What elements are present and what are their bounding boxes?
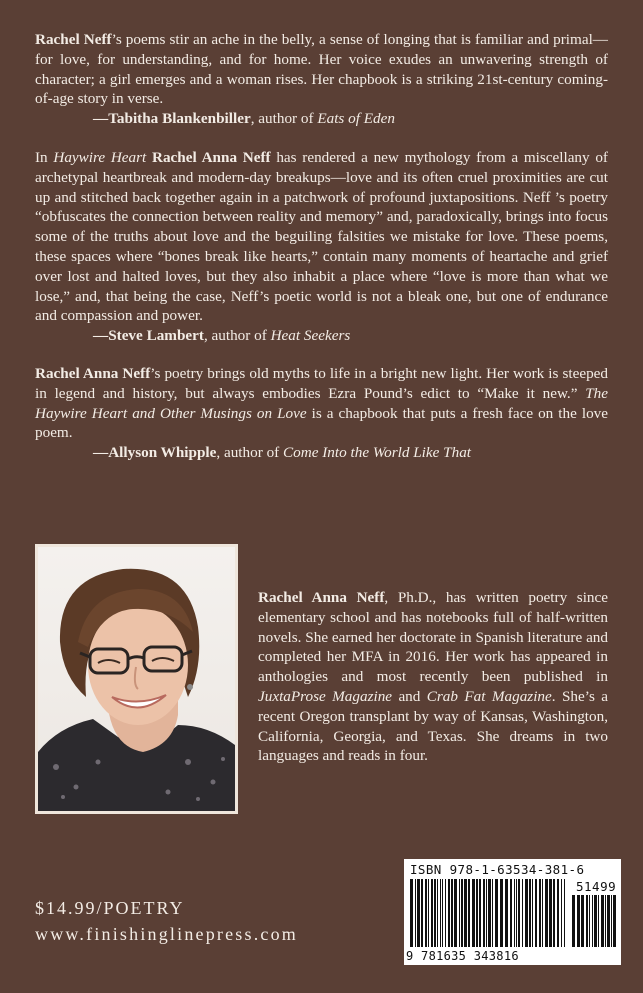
portrait-illustration bbox=[38, 547, 235, 811]
barcode-bar bbox=[542, 879, 543, 947]
text-run: is a chapbook that puts a fresh face on the love poem. bbox=[35, 404, 608, 442]
bold-text: Rachel Anna Neff bbox=[152, 149, 271, 166]
barcode-bar bbox=[607, 895, 610, 947]
barcode-bar bbox=[564, 879, 565, 947]
barcode-bar bbox=[486, 879, 487, 947]
attribution-name: —Steve Lambert bbox=[93, 327, 204, 345]
blurb-text bbox=[35, 148, 608, 326]
author-portrait bbox=[38, 547, 235, 811]
attribution-work: Eats of Eden bbox=[317, 110, 395, 128]
barcode-bar bbox=[577, 895, 580, 947]
italic-title: Crab Fat Magazine bbox=[426, 687, 552, 705]
author-bio bbox=[258, 588, 608, 766]
attribution-name: —Tabitha Blankenbiller bbox=[93, 110, 251, 128]
barcode-bar bbox=[445, 879, 446, 947]
barcode-bar bbox=[428, 879, 429, 947]
barcode-bar bbox=[594, 895, 597, 947]
price-code-bars bbox=[572, 895, 617, 949]
ean-digits: 9 781635 343816 bbox=[406, 949, 519, 963]
publisher-website: www.finishinglinepress.com bbox=[35, 924, 299, 944]
ean-barcode-bars bbox=[410, 879, 568, 949]
text-run: In bbox=[35, 149, 54, 166]
barcode-bar bbox=[557, 879, 559, 947]
text-run: and bbox=[392, 687, 427, 705]
text-run: . She’s a recent Oregon transplant by way of Kansas, Washington, California, Georgia, and Texas. She dreams in two languages and reads in four. bbox=[258, 687, 608, 765]
barcode-bar bbox=[518, 879, 520, 947]
barcode-bar bbox=[605, 895, 606, 947]
bold-text: Rachel Neff bbox=[35, 31, 112, 48]
barcode-bar bbox=[415, 879, 416, 947]
barcode-bar bbox=[464, 879, 467, 947]
italic-title: The Haywire Heart and Other Musings on Love bbox=[35, 384, 608, 422]
barcode-bar bbox=[553, 879, 555, 947]
barcode-bar bbox=[586, 895, 588, 947]
barcode-bar bbox=[454, 879, 457, 947]
barcode-bar bbox=[592, 895, 593, 947]
barcode-bar bbox=[545, 879, 548, 947]
barcode-bar bbox=[442, 879, 443, 947]
barcode-bar bbox=[459, 879, 460, 947]
barcode-bar bbox=[437, 879, 438, 947]
barcode-bar bbox=[500, 879, 503, 947]
blurb-steve-lambert bbox=[35, 148, 608, 346]
attribution-work: Heat Seekers bbox=[270, 327, 351, 345]
barcode-bar bbox=[539, 879, 541, 947]
barcode-bar bbox=[448, 879, 450, 947]
barcode-bar bbox=[505, 879, 508, 947]
barcode-bar bbox=[417, 879, 420, 947]
barcode-bar bbox=[476, 879, 478, 947]
barcode-bar bbox=[434, 879, 436, 947]
barcode-bar bbox=[451, 879, 453, 947]
barcode-bar bbox=[589, 895, 590, 947]
barcode-bar bbox=[514, 879, 515, 947]
barcode-bar bbox=[535, 879, 537, 947]
barcode-bar bbox=[440, 879, 441, 947]
text-run: , Ph.D., has written poetry since elementary school and has notebooks full of half-written novels. She earned her doctorate in Spanish literature and completed her MFA in 2016. Her work has appeared in anthologies and most recently been published in bbox=[258, 589, 608, 686]
barcode-bar bbox=[601, 895, 604, 947]
barcode-bar bbox=[472, 879, 475, 947]
barcode-bar bbox=[529, 879, 531, 947]
barcode-bar bbox=[561, 879, 562, 947]
barcode-bar bbox=[572, 895, 575, 947]
blurb-text bbox=[35, 30, 608, 109]
barcode-bar bbox=[611, 895, 612, 947]
barcode-bar bbox=[421, 879, 423, 947]
barcode-bar bbox=[479, 879, 481, 947]
barcode-bar bbox=[522, 879, 523, 947]
barcode-bar bbox=[483, 879, 485, 947]
blurb-attribution: —Steve Lambert, author of Heat Seekers bbox=[93, 327, 351, 345]
blurb-attribution: —Tabitha Blankenbiller, author of Eats of Eden bbox=[93, 110, 395, 128]
barcode-bar bbox=[488, 879, 491, 947]
attribution-name: —Allyson Whipple bbox=[93, 444, 217, 462]
text-run: ’s poems stir an ache in the belly, a sense of longing that is familiar and primal—for love, for understanding, and for home. Her voice exudes an unwavering strength of character; a girl emerges and a woman rises. Her chapbook is a striking 21st-century coming-of-age story in verse. bbox=[35, 31, 608, 108]
blurb-text bbox=[35, 364, 608, 443]
bold-text: Rachel Anna Neff bbox=[258, 589, 385, 606]
italic-title: JuxtaProse Magazine bbox=[258, 687, 393, 705]
isbn-barcode bbox=[404, 859, 621, 965]
isbn-number: ISBN 978-1-63534-381-6 bbox=[410, 862, 585, 877]
author-photo bbox=[35, 544, 238, 814]
blurb-tabitha-blankenbiller bbox=[35, 30, 608, 129]
text-run: has rendered a new mythology from a miscellany of archetypal heartbreak and modern-day breakups—love and its often cruel proximities are cut up and stitched back together again in a patchwork of profound juxtapositions. Neff ’s poetry “obfuscates the connection between reality and memory” and, paradoxically, brings into focus some of the truths about love and the beguiling falsities we mistake for love. These poems, these spaces where “bones break like hearts,” contain many moments of heartache and grief over lost and halted loves, but they also inhabit a place where “love is more than what we lose,” and, that being the case, Neff’s poetic world is not a bleak one, but one of endurance and compassion and power. bbox=[35, 149, 608, 325]
barcode-bar bbox=[495, 879, 498, 947]
price-category: $14.99/POETRY bbox=[35, 898, 185, 918]
text-run: ’s poetry brings old myths to life in a bright new light. Her work is steeped in legend and history, but always embodies Ezra Pound’s edict to “Make it new.” bbox=[35, 365, 608, 402]
barcode-bar bbox=[598, 895, 599, 947]
barcode-bar bbox=[410, 879, 413, 947]
barcode-bar bbox=[425, 879, 427, 947]
blurb-allyson-whipple bbox=[35, 364, 608, 463]
barcode-bar bbox=[468, 879, 470, 947]
blurb-attribution: —Allyson Whipple, author of Come Into the World Like That bbox=[93, 444, 472, 462]
barcode-bar bbox=[613, 895, 616, 947]
barcode-bar bbox=[516, 879, 517, 947]
barcode-bar bbox=[461, 879, 463, 947]
bold-text: Rachel Anna Neff bbox=[35, 365, 151, 382]
barcode-bar bbox=[532, 879, 533, 947]
barcode-bar bbox=[525, 879, 528, 947]
barcode-bar bbox=[431, 879, 433, 947]
attribution-work: Come Into the World Like That bbox=[283, 444, 472, 462]
barcode-bar bbox=[581, 895, 584, 947]
barcode-bar bbox=[549, 879, 552, 947]
price-code: 51499 bbox=[576, 879, 617, 894]
barcode-bar bbox=[492, 879, 493, 947]
barcode-bar bbox=[510, 879, 512, 947]
italic-title: Haywire Heart bbox=[53, 149, 147, 166]
